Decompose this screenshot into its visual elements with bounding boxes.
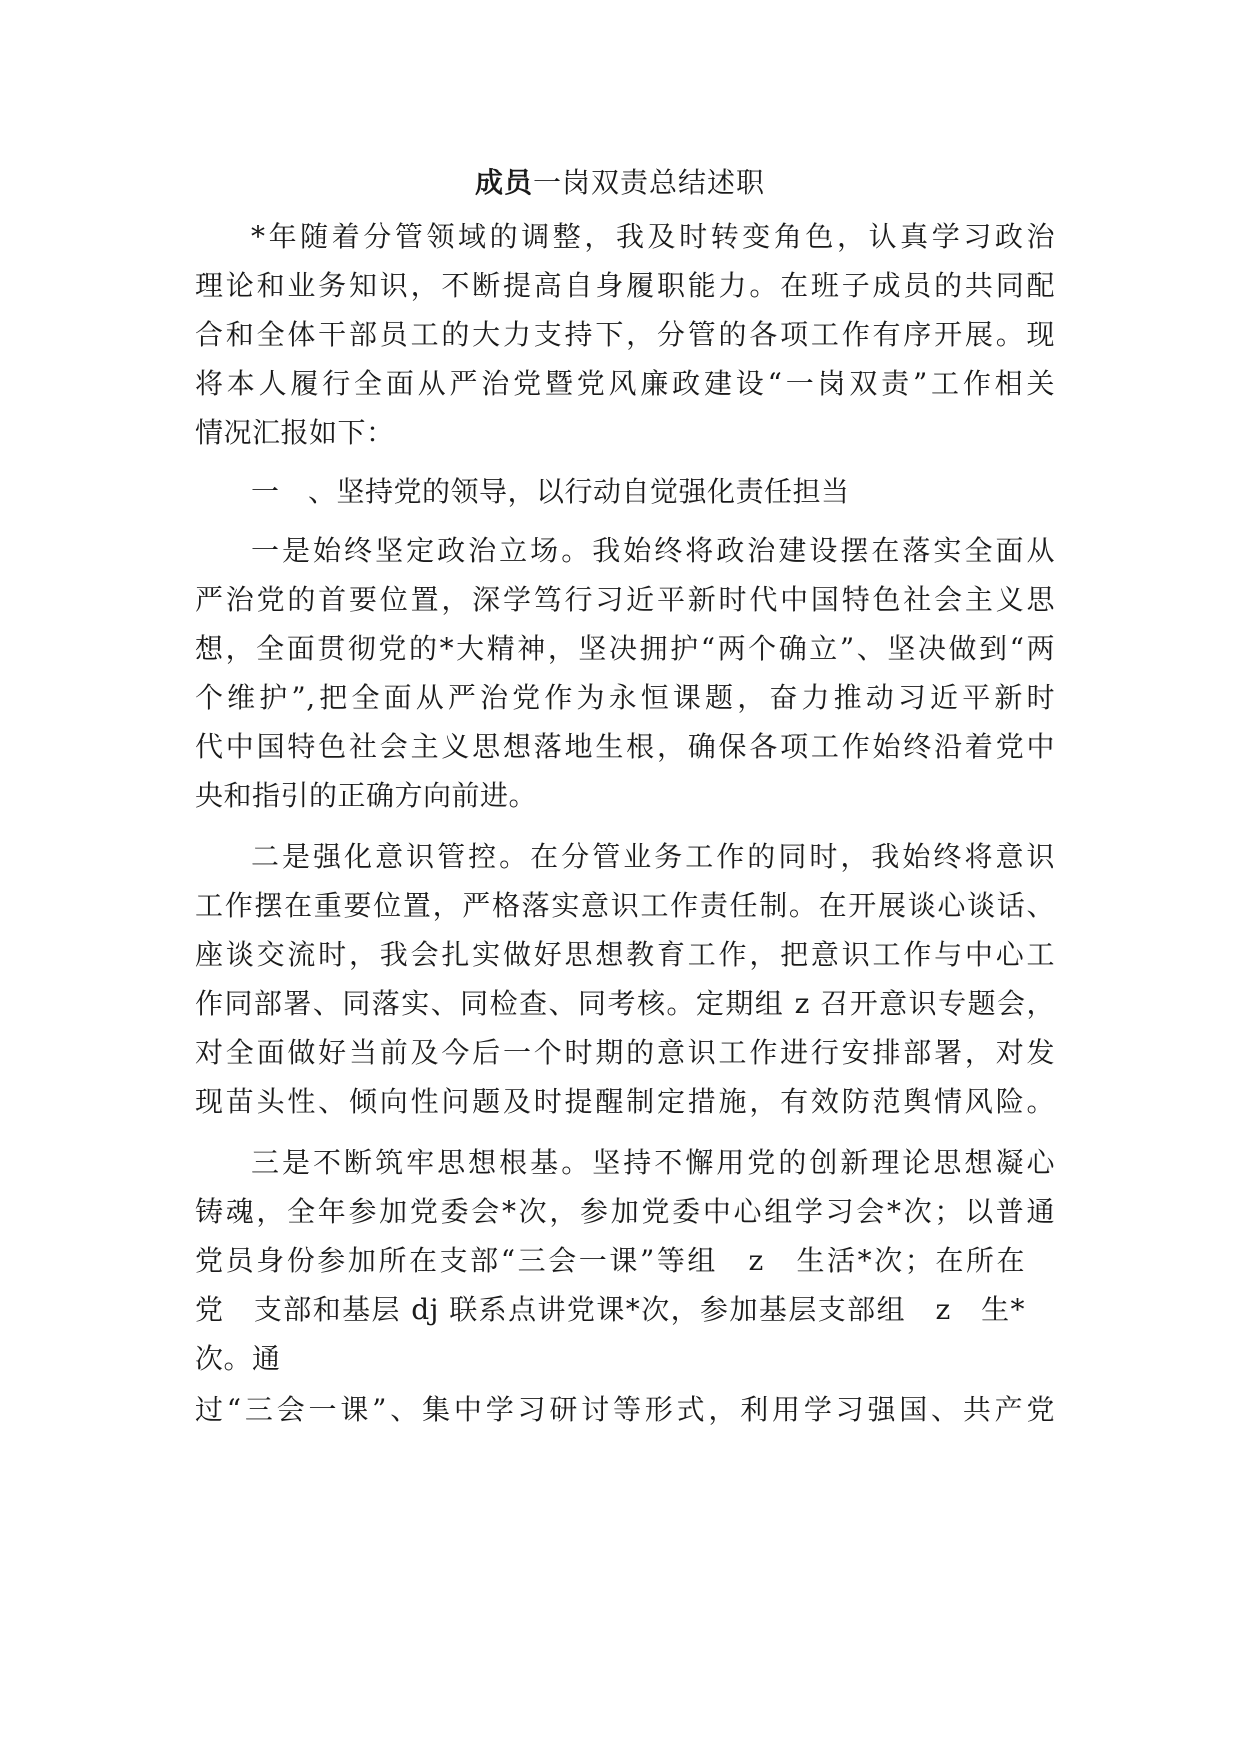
paragraph-line: 理论和业务知识，不断提高自身履职能力。在班子成员的共同配 bbox=[195, 269, 1055, 302]
paragraph-line: 党员身份参加所在支部“三会一课”等组 z 生活*次；在所在 bbox=[195, 1244, 1025, 1277]
document-title bbox=[0, 163, 1240, 203]
title-bold-part: 成员 bbox=[474, 166, 533, 199]
paragraph-line: 工作摆在重要位置，严格落实意识工作责任制。在开展谈心谈话、 bbox=[195, 889, 1055, 922]
paragraph-line: 合和全体干部员工的大力支持下，分管的各项工作有序开展。现 bbox=[195, 318, 1055, 351]
title-rest-part: 一岗双责总结述职 bbox=[533, 166, 766, 199]
section-heading: 一 、坚持党的领导，以行动自觉强化责任担当 bbox=[251, 475, 850, 508]
paragraph-line: 铸魂，全年参加党委会*次，参加党委中心组学习会*次；以普通 bbox=[195, 1195, 1055, 1228]
paragraph-line: 对全面做好当前及今后一个时期的意识工作进行安排部署，对发 bbox=[195, 1036, 1055, 1069]
paragraph-line: 个维护”,把全面从严治党作为永恒课题，奋力推动习近平新时 bbox=[195, 681, 1055, 714]
paragraph-line: 座谈交流时，我会扎实做好思想教育工作，把意识工作与中心工 bbox=[195, 938, 1055, 971]
paragraph-line: 严治党的首要位置，深学笃行习近平新时代中国特色社会主义思 bbox=[195, 583, 1055, 616]
paragraph-line: 二是强化意识管控。在分管业务工作的同时，我始终将意识 bbox=[251, 840, 1055, 873]
paragraph-line: 一是始终坚定政治立场。我始终将政治建设摆在落实全面从 bbox=[251, 534, 1055, 567]
paragraph-line: 情况汇报如下： bbox=[195, 416, 395, 449]
paragraph-line: 现苗头性、倾向性问题及时提醒制定措施，有效防范舆情风险。 bbox=[195, 1085, 1055, 1118]
paragraph-line: *年随着分管领域的调整，我及时转变角色，认真学习政治 bbox=[251, 220, 1055, 253]
paragraph-line: 党 支部和基层 dj 联系点讲党课*次，参加基层支部组 z 生* bbox=[195, 1293, 1025, 1326]
paragraph-line: 将本人履行全面从严治党暨党风廉政建设“一岗双责”工作相关 bbox=[195, 367, 1055, 400]
paragraph-line: 三是不断筑牢思想根基。坚持不懈用党的创新理论思想凝心 bbox=[251, 1146, 1055, 1179]
paragraph-line: 作同部署、同落实、同检查、同考核。定期组 z 召开意识专题会， bbox=[195, 987, 1055, 1020]
paragraph-line: 代中国特色社会主义思想落地生根，确保各项工作始终沿着党中 bbox=[195, 730, 1055, 763]
paragraph-line: 过“三会一课”、集中学习研讨等形式，利用学习强国、共产党 bbox=[195, 1393, 1055, 1426]
paragraph-line: 央和指引的正确方向前进。 bbox=[195, 779, 538, 812]
paragraph-line: 想，全面贯彻党的*大精神，坚决拥护“两个确立”、坚决做到“两 bbox=[195, 632, 1055, 665]
paragraph-line: 次。通 bbox=[195, 1342, 281, 1375]
